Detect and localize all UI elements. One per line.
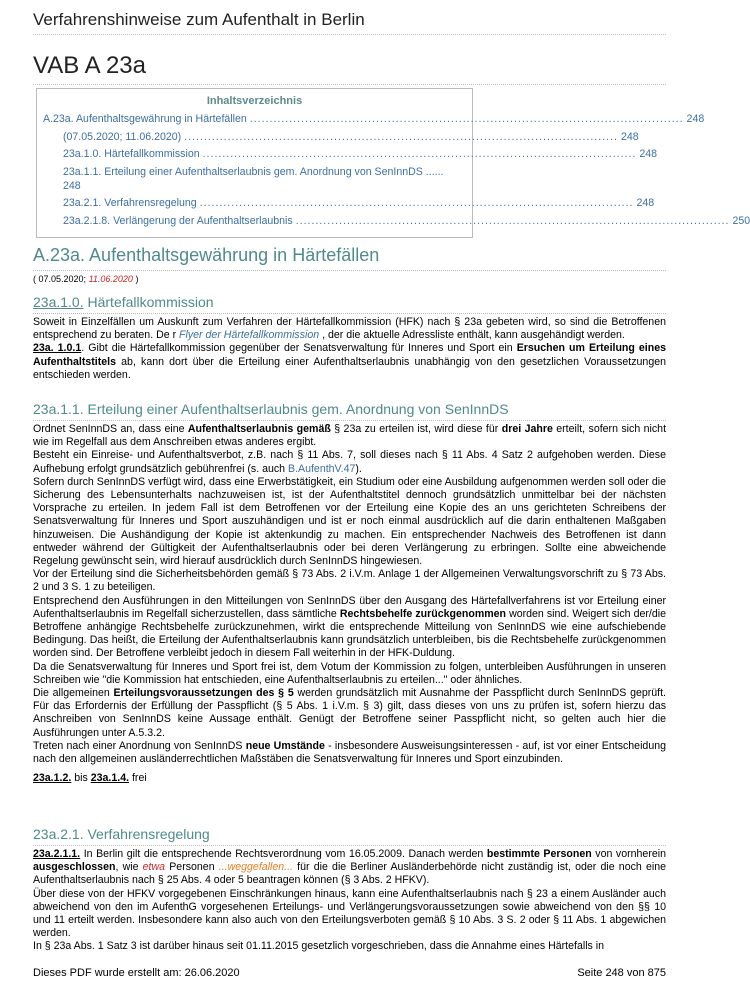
toc-entry[interactable]: A.23a. Aufenthaltsgewährung in Härtefällen .............................................................................................................. 248 bbox=[43, 113, 705, 125]
section-erteilung bbox=[33, 401, 666, 785]
footer-created: Dieses PDF wurde erstellt am: 26.06.2020 bbox=[33, 967, 240, 979]
section-body bbox=[33, 316, 666, 382]
aufenthv-link[interactable]: B.AufenthV.47 bbox=[288, 462, 356, 475]
paragraph: Soweit in Einzelfällen um Auskunft zum Verfahren der Härtefallkommission (HFK) nach § 23a gebeten wird, so sind die Betroffenen entsprechend zu beraten. De r Flyer der Härtefallkommission , der die aktuelle Adressliste enthält, kann ausgehändigt werden. bbox=[33, 316, 666, 342]
paragraph: Sofern durch SenInnDS verfügt wird, dass eine Erwerbstätigkeit, ein Studium oder eine Ausbildung aufgenommen werden soll oder die Sicherung des Lebensunterhalts nachzuweisen ist, ist der Aufenthaltstitel dennoch grundsätzlich unmittelbar bei der nächsten Vorsprache zu erteilen. In jedem Fall ist dem Betroffenen vor der Erteilung eine Kopie des an uns gerichteten Schreibens der Senatsverwaltung für Inneres und Sport auszuhändigen und ist er noch einmal ausdrücklich auf die darin enthaltenen Maßgaben hinzuweisen. Die Aushändigung der Kopie ist aktenkundig zu machen. Ein entsprechender Nachweis des Betroffenen ist dann entweder während der Gültigkeit der Aufenthaltserlaubnis oder bei deren Verlängerung zu erbringen. Sollte eine abweichende Regelung gewünscht sein, wird hierauf ausdrücklich durch SenInnDS hingewiesen. bbox=[33, 475, 666, 568]
paragraph: 23a.2.1.1. In Berlin gilt die entsprechende Rechtsverordnung vom 16.05.2009. Danach werden bestimmte Personen von vornherein ausgeschlossen, wie etwa Personen ...weggefallen... für die die Berliner Ausländerbehörde nicht zuständig ist, oder die noch eine Aufenthaltserlaubnis nach § 25 Abs. 4 oder 5 beantragen können (§ 3 Abs. 2 HFKV). bbox=[33, 848, 666, 887]
page-footer bbox=[33, 967, 666, 979]
paragraph: Besteht ein Einreise- und Aufenthaltsverbot, z.B. nach § 11 Abs. 7, soll dieses nach § 11 Abs. 4 Satz 2 aufgehoben werden. Diese Aufhebung erfolgt grundsätzlich gebührenfrei (s. auch B.AufenthV.47). bbox=[33, 449, 666, 475]
section-body bbox=[33, 423, 666, 785]
section-heading: 23a.1.1. Erteilung einer Aufenthaltserlaubnis gem. Anordnung von SenInnDS bbox=[33, 401, 666, 421]
toc-entry[interactable]: 23a.1.1. Erteilung einer Aufenthaltserlaubnis gem. Anordnung von SenInnDS ...... 248 bbox=[63, 165, 444, 192]
paragraph: Ordnet SenInnDS an, dass eine Aufenthaltserlaubnis gemäß § 23a zu erteilen ist, wird diese für drei Jahre erteilt, sofern sich nicht wie im Regelfall aus dem Anschreiben etwas anderes ergibt. bbox=[33, 423, 667, 449]
footer-page-number: Seite 248 von 875 bbox=[577, 967, 666, 979]
section-haertefallkommission bbox=[33, 294, 666, 382]
paragraph: Die allgemeinen Erteilungsvoraussetzungen des § 5 werden grundsätzlich mit Ausnahme der Passpflicht durch SenInnDS geprüft. Für das Erfordernis der Erfüllung der Passpflicht (§ 5 Abs. 1 i.V.m. § 3) gilt, dass dieses von uns zu prüfen ist, sofern hierzu das Anschreiben von SenInnDS keine Aussage enthält. Genügt der Betroffene seiner Passpflicht nicht, so gelten auch hier die Ausführungen unter A.5.3.2. bbox=[33, 687, 667, 739]
paragraph: Da die Senatsverwaltung für Inneres und Sport frei ist, dem Votum der Kommission zu folgen, unterbleiben Ausführungen in unseren Schreiben wie "die Kommission hat entschieden, eine Aufenthaltserlaubnis zu erteilen..." oder ähnliches. bbox=[33, 660, 666, 686]
toc-entry[interactable]: 23a.2.1.8. Verlängerung der Aufenthaltserlaubnis .............................................................................................................. 250 bbox=[63, 214, 750, 227]
section-verfahrensregelung bbox=[33, 826, 666, 954]
paragraph: Treten nach einer Anordnung von SenInnDS neue Umstände - insbesondere Ausweisungsinteressen - auf, ist vor einer Entscheidung nach den allgemeinen ausländerrechtlichen Maßstäben die Senatsverwaltung für Inneres und Sport einzubinden. bbox=[33, 739, 666, 766]
flyer-link[interactable]: Flyer der Härtefallkommission bbox=[179, 329, 320, 342]
section-heading: 23a.1.0. Härtefallkommission bbox=[33, 294, 666, 314]
paragraph: Entsprechend den Ausführungen in den Mitteilungen von SenInnDS über den Ausgang des Härtefallverfahrens ist vor Erteilung einer Aufenthaltserlaubnis im Regelfall sicherzustellen, dass sämtliche Rechtsbehelfe zurückgenommen worden sind. Weigert sich der/die Betroffene anhängige Rechtsbehelfe zurückzunehmen, wirkt die entsprechende Mitteilung von SenInnDS wie eine aufschiebende Bedingung. Das heißt, die Erteilung der Aufenthaltserlaubnis kann grundsätzlich unterbleiben, bis die Rechtsbehelfe zurückgenommen worden sind. Der Betroffene verbleibt jedoch in diesem Fall weiterhin in der HFK-Duldung. bbox=[33, 594, 666, 660]
paragraph: Über diese von der HFKV vorgegebenen Einschränkungen hinaus, kann eine Aufenthaltserlaubnis nach § 23 a einem Ausländer auch abweichend von den im AufenthG vorgesehenen Erteilungs- und Verlängerungsvoraussetzungen sowie abweichend von den §§ 10 und 11 erteilt werden. Insbesondere kann also auch von den Erteilungsverboten gemäß § 10 Abs. 3 S. 2 oder § 11 Abs. 1 abgewichen werden. bbox=[33, 887, 666, 940]
date-line: ( 07.05.2020; 11.06.2020 ) bbox=[33, 274, 139, 284]
document-title: VAB A 23a bbox=[33, 52, 666, 85]
table-of-contents bbox=[36, 88, 750, 238]
section-heading: 23a.2.1. Verfahrensregelung bbox=[33, 826, 666, 846]
main-heading: A.23a. Aufenthaltsgewährung in Härtefällen bbox=[33, 245, 666, 271]
running-header: Verfahrenshinweise zum Aufenthalt in Berlin bbox=[33, 10, 666, 35]
toc-entry[interactable]: 23a.1.0. Härtefallkommission .............................................................................................................. 248 bbox=[63, 148, 658, 161]
toc-title: Inhaltsverzeichnis bbox=[206, 95, 303, 107]
toc-entry[interactable]: (07.05.2020; 11.06.2020) .............................................................................................................. 248 bbox=[63, 130, 639, 143]
paragraph: Vor der Erteilung sind die Sicherheitsbehörden gemäß § 73 Abs. 2 i.V.m. Anlage 1 der Allgemeinen Verwaltungsvorschrift zu § 73 Abs. 2 und 3 S. 1 zu beteiligen. bbox=[33, 568, 666, 594]
paragraph: 23a. 1.0.1. Gibt die Härtefallkommission gegenüber der Senatsverwaltung für Inneres und Sport ein Ersuchen um Erteilung eines Aufenthaltstitels ab, kann dort über die Erteilung einer Aufenthaltserlaubnis unabhängig von den gesetzlichen Voraussetzungen entschieden werden. bbox=[33, 342, 667, 381]
section-body bbox=[33, 848, 666, 954]
paragraph: 23a.1.2. bis 23a.1.4. frei bbox=[33, 772, 147, 785]
paragraph: In § 23a Abs. 1 Satz 3 ist darüber hinaus seit 01.11.2015 gesetzlich vorgeschrieben, dass die Annahme eines Härtefalls in bbox=[33, 940, 605, 953]
toc-entry[interactable]: 23a.2.1. Verfahrensregelung .............................................................................................................. 248 bbox=[63, 197, 655, 210]
